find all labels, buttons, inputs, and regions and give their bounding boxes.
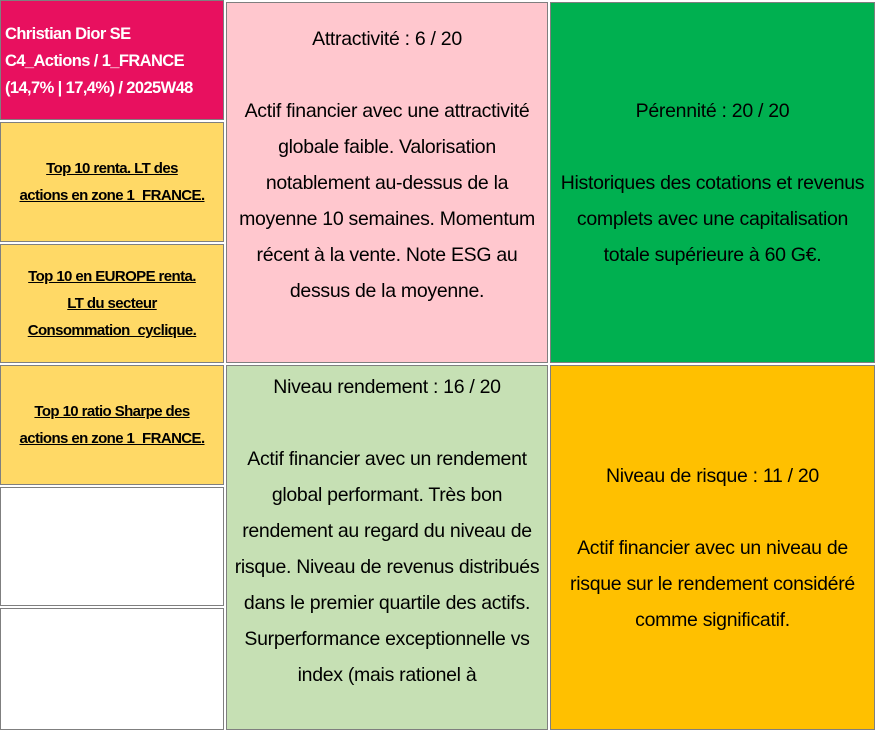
attractivite-title: Attractivité : 6 / 20 bbox=[312, 28, 462, 50]
rendement-title: Niveau rendement : 16 / 20 bbox=[273, 376, 501, 398]
perennite-title: Pérennité : 20 / 20 bbox=[635, 99, 790, 122]
asset-performance-period: (14,7% | 17,4%) / 2025W48 bbox=[5, 79, 193, 97]
attractivite-text: Actif financier avec une attractivité globale faible. Valorisation notablement au-dessus de la moyenne 10 semaines. Momentum récent à la vente. Note ESG au dessus de la moyenne. bbox=[239, 100, 535, 302]
asset-name: Christian Dior SE bbox=[5, 25, 131, 43]
ranking-line: LT du secteur bbox=[67, 295, 157, 312]
asset-title-cell bbox=[0, 0, 224, 120]
perennite-text: Historiques des cotations et revenus complets avec une capitalisation totale supérieure à 60 G€. bbox=[560, 171, 865, 266]
rendement-panel bbox=[226, 365, 548, 730]
ranking-line: Top 10 renta. LT des bbox=[46, 160, 178, 177]
ranking-line: actions en zone 1_FRANCE. bbox=[19, 187, 205, 204]
ranking-line: Top 10 ratio Sharpe des bbox=[34, 403, 190, 420]
ranking-line: Top 10 en EUROPE renta. bbox=[28, 268, 196, 285]
asset-category: C4_Actions / 1_FRANCE bbox=[5, 52, 185, 70]
empty-cell bbox=[0, 608, 224, 730]
risque-title: Niveau de risque : 11 / 20 bbox=[606, 464, 819, 487]
attractivite-panel bbox=[226, 2, 548, 363]
perennite-panel bbox=[550, 2, 875, 363]
empty-cell bbox=[0, 487, 224, 606]
ranking-badge-sharpe bbox=[0, 365, 224, 485]
ranking-badge-europe-sector bbox=[0, 244, 224, 363]
risque-panel bbox=[550, 365, 875, 730]
ranking-line: actions en zone 1_FRANCE. bbox=[19, 430, 205, 447]
ranking-line: Consommation_cyclique. bbox=[27, 322, 197, 339]
rendement-text: Actif financier avec un rendement global performant. Très bon rendement au regard du niveau de risque. Niveau de revenus distribués dans le premier quartile des actifs. Surperformance exceptionnelle vs index (mais rationel à bbox=[234, 448, 540, 686]
risque-text: Actif financier avec un niveau de risque sur le rendement considéré comme significatif. bbox=[570, 536, 855, 631]
ranking-badge-france-lt bbox=[0, 122, 224, 242]
